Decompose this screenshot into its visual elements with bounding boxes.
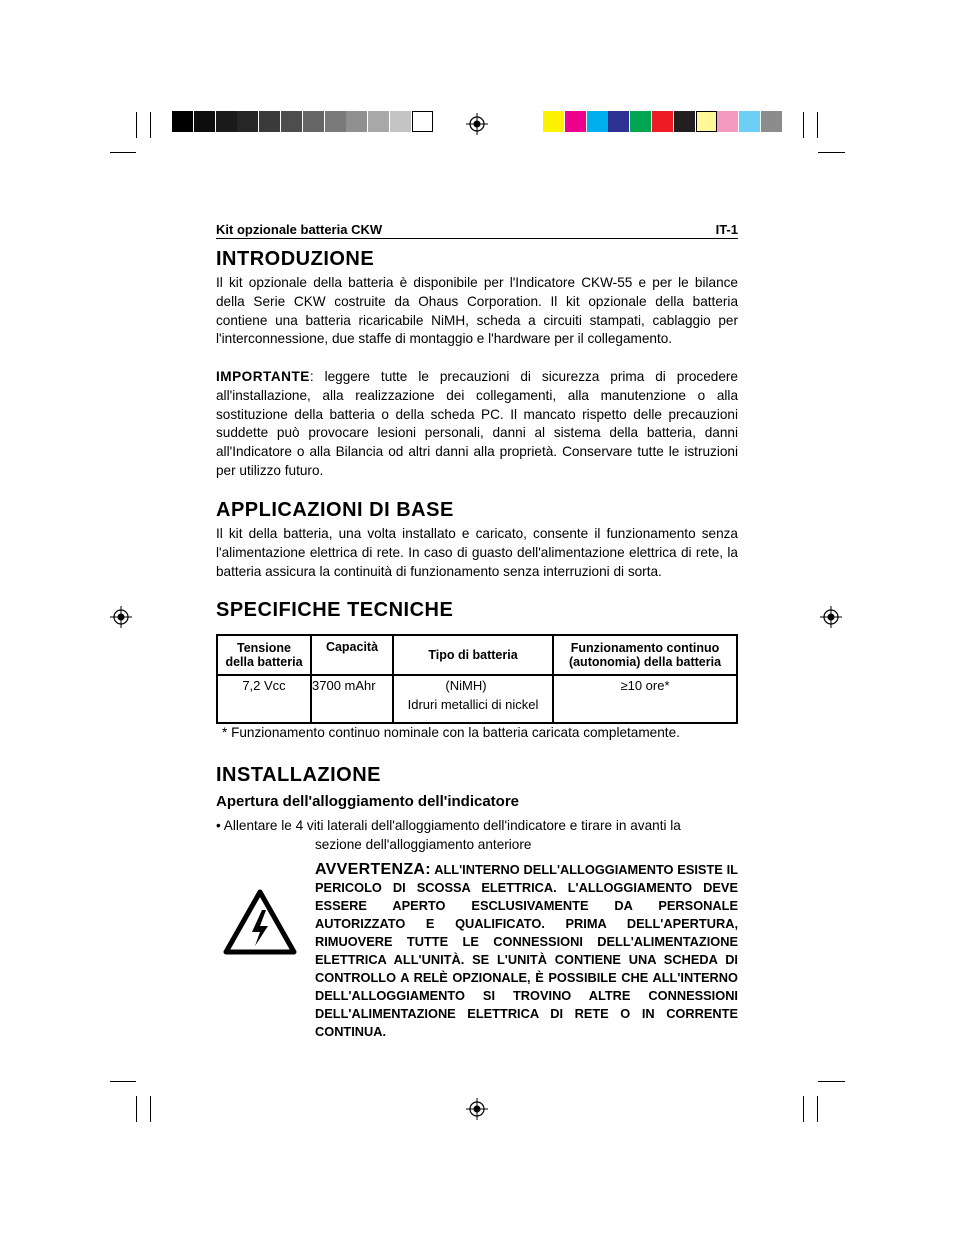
registration-mark-icon [466,1098,488,1120]
registration-mark-icon [466,113,488,135]
section-title-introduzione: INTRODUZIONE [216,248,375,270]
section-title-installazione: INSTALLAZIONE [216,764,382,786]
electric-shock-warning-icon [222,888,298,956]
table-row [217,675,737,723]
calibration-swatch [368,111,389,132]
calibration-swatch [412,111,433,132]
page-number: IT-1 [715,222,738,237]
calibration-swatch [259,111,280,132]
calibration-swatch [172,111,193,132]
calibration-swatch [543,111,564,132]
warning-label: AVVERTENZA: [315,861,431,878]
intro-paragraph: Il kit opzionale della batteria è disponibile per l'Indicatore CKW-55 e per le bilance della Serie CKW costruite da Ohaus Corporation. Il kit opzionale della batteria contiene una batteria ricaricabile NiMH, scheda a circuiti stampati, cablaggio per l'interconnessione, due staffe di montaggio e l'hardware per il collegamento. [216,275,738,347]
section-title-specifiche: SPECIFICHE TECNICHE [216,599,454,621]
calibration-swatch [325,111,346,132]
cell-runtime: ≥10 ore* [553,675,737,723]
calibration-swatch [696,111,717,132]
registration-mark-icon [820,606,842,628]
applications-paragraph: Il kit della batteria, una volta installato e caricato, consente il funzionamento senza l'alimentazione elettrica di rete. In caso di guasto dell'alimentazione elettrica di rete, la batteria assicura la continuità di funzionamento senza interruzioni di sorta. [216,526,738,579]
col-header-type: Tipo di batteria [393,635,553,675]
section-title-applicazioni: APPLICAZIONI DI BASE [216,499,454,521]
col-header-capacity: Capacità [311,635,393,675]
calibration-swatch [608,111,629,132]
calibration-swatch [739,111,760,132]
calibration-swatch [674,111,695,132]
important-text: : leggere tutte le precauzioni di sicurezza prima di procedere all'installazione, alla realizzazione dei collegamenti, alla manutenzione o alla sostituzione della batteria o della scheda PC. Il mancato rispetto delle precauzioni suddette può provocare lesioni personali, danni al sistema della batteria, danni all'Indicatore o alla Bilancia od altri danni alla proprietà. Conservare tutte le istruzioni per utilizzo futuro. [216,369,738,478]
calibration-swatch [565,111,586,132]
cell-voltage: 7,2 Vcc [217,675,311,723]
calibration-swatch [717,111,738,132]
calibration-swatch [281,111,302,132]
important-paragraph [216,368,738,481]
warning-text [315,861,738,1041]
calibration-swatch [216,111,237,132]
col-header-runtime: Funzionamento continuo (autonomia) della batteria [553,635,737,675]
running-header [216,222,738,239]
subsection-title: Apertura dell'alloggiamento dell'indicatore [216,793,520,810]
instruction-bullet: • Allentare le 4 viti laterali dell'alloggiamento dell'indicatore e tirare in avanti la sezione dell'alloggiamento anteriore [216,818,681,852]
calibration-swatch [630,111,651,132]
cell-type: (NiMH) Idruri metallici di nickel [393,675,553,723]
calibration-swatch [237,111,258,132]
important-label: IMPORTANTE [216,369,310,384]
calibration-swatch [390,111,411,132]
table-header-row [217,635,737,675]
calibration-swatch [303,111,324,132]
warning-body: ALL'INTERNO DELL'ALLOGGIAMENTO ESISTE IL PERICOLO DI SCOSSA ELETTRICA. L'ALLOGGIAMENTO DEVE ESSERE APERTO ESCLUSIVAMENTE DA PERSONALE AUTORIZZATO E QUALIFICATO. PRIMA DELL'APERTURA, RIMUOVERE TUTTE LE CONNESSIONI DELL'ALIMENTAZIONE ELETTRICA ALL'UNITÀ. SE L'UNITÀ CONTIENE UNA SCHEDA DI CONTROLLO A RELÈ OPZIONALE, È POSSIBILE CHE ALL'INTERNO DELL'ALLOGGIAMENTO SI TROVINO ALTRE CONNESSIONI DELL'ALIMENTAZIONE ELETTRICA DI RETE O IN CORRENTE CONTINUA. [315,862,738,1039]
registration-mark-icon [110,606,132,628]
calibration-swatch [587,111,608,132]
calibration-swatch [194,111,215,132]
calibration-swatch [346,111,367,132]
cell-capacity: 3700 mAhr [311,675,393,723]
running-header-title: Kit opzionale batteria CKW [216,222,383,237]
spec-table [216,634,738,724]
calibration-swatch [761,111,782,132]
calibration-swatch [652,111,673,132]
table-footnote: * Funzionamento continuo nominale con la batteria caricata completamente. [222,725,680,740]
col-header-voltage: Tensione della batteria [217,635,311,675]
